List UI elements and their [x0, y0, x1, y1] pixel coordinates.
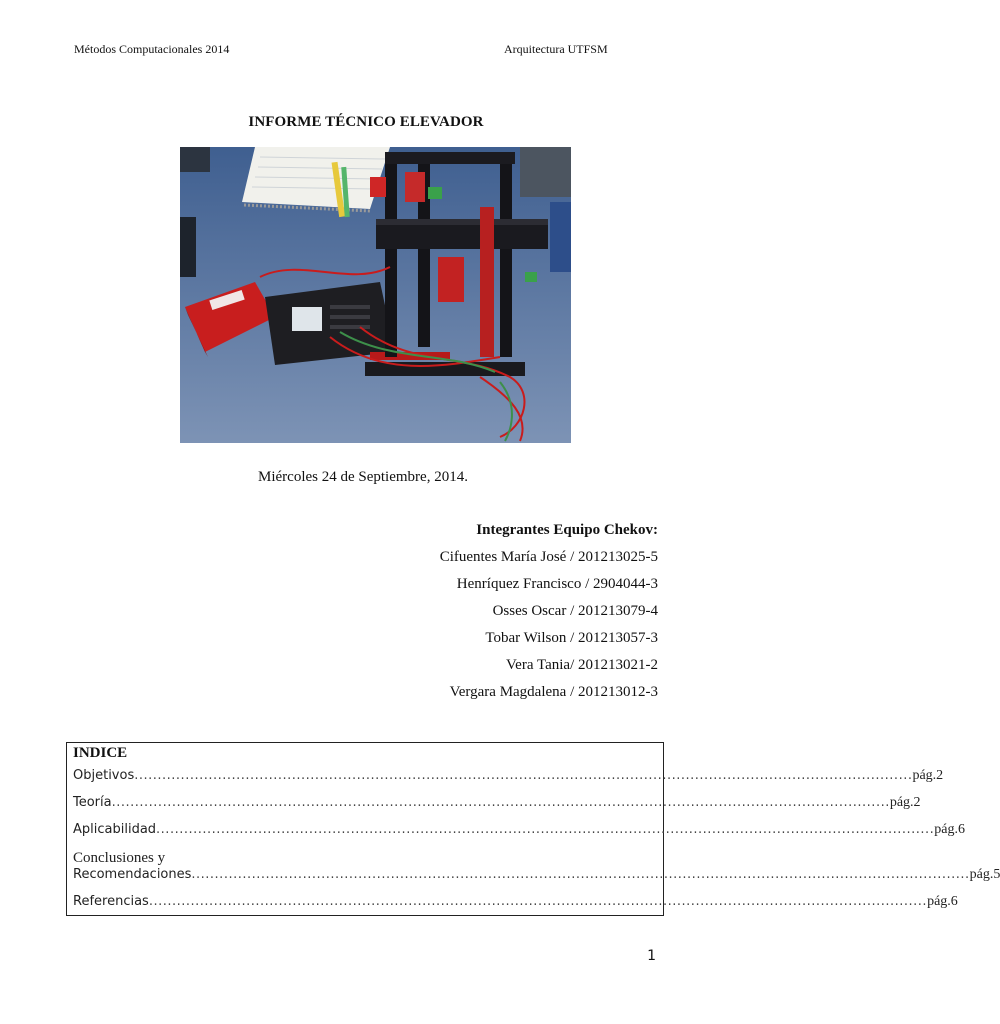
index-entry-page: pág.2 [912, 768, 944, 783]
team-member: Osses Oscar / 201213079-4 [492, 603, 658, 619]
dot-leader: ........................................................................................................................................................................ [111, 795, 890, 810]
dot-leader: ........................................................................................................................................................................ [148, 894, 928, 909]
team-member: Tobar Wilson / 201213057-3 [485, 630, 658, 646]
index-entry-aplicabilidad [73, 822, 965, 849]
team-member: Vera Tania/ 201213021-2 [506, 657, 658, 673]
index-entry-page: pág.5 [969, 867, 1000, 882]
index-entry-conclusiones [73, 849, 1000, 894]
team-member: Henríquez Francisco / 2904044-3 [456, 576, 658, 592]
dot-leader: ........................................................................................................................................................................ [191, 867, 970, 882]
index-entry-label: Teoría [73, 795, 112, 810]
header-left: Métodos Computacionales 2014 [74, 42, 230, 56]
index-entry-referencias [73, 894, 958, 921]
team-members [440, 522, 658, 710]
document-title: INFORME TÉCNICO ELEVADOR [248, 114, 484, 130]
team-member: Vergara Magdalena / 201213012-3 [449, 684, 658, 700]
index-entry-label: Objetivos [73, 768, 135, 783]
header-right: Arquitectura UTFSM [504, 42, 608, 56]
index-entry-label: Aplicabilidad [73, 822, 157, 837]
team-member: Cifuentes María José / 201213025-5 [439, 549, 658, 565]
elevator-photo [180, 147, 571, 443]
index-title: INDICE [73, 745, 128, 761]
dot-leader: ........................................................................................................................................................................ [156, 822, 935, 837]
index-entry-objetivos [73, 768, 944, 795]
index-entry-page: pág.6 [927, 894, 958, 909]
index-entry-teoria [73, 795, 921, 822]
dot-leader: ........................................................................................................................................................................ [134, 768, 913, 783]
index-entry-label: Recomendaciones [73, 867, 192, 882]
index-box [66, 742, 1000, 916]
team-title: Integrantes Equipo Chekov: [476, 522, 658, 538]
index-entry-page: pág.6 [934, 822, 965, 837]
document-date: Miércoles 24 de Septiembre, 2014. [258, 469, 468, 485]
index-entry-label-line1: Conclusiones y [73, 850, 166, 866]
index-entry-label: Referencias [73, 894, 149, 909]
page-number: 1 [647, 948, 656, 964]
index-entry-page: pág.2 [889, 795, 921, 810]
